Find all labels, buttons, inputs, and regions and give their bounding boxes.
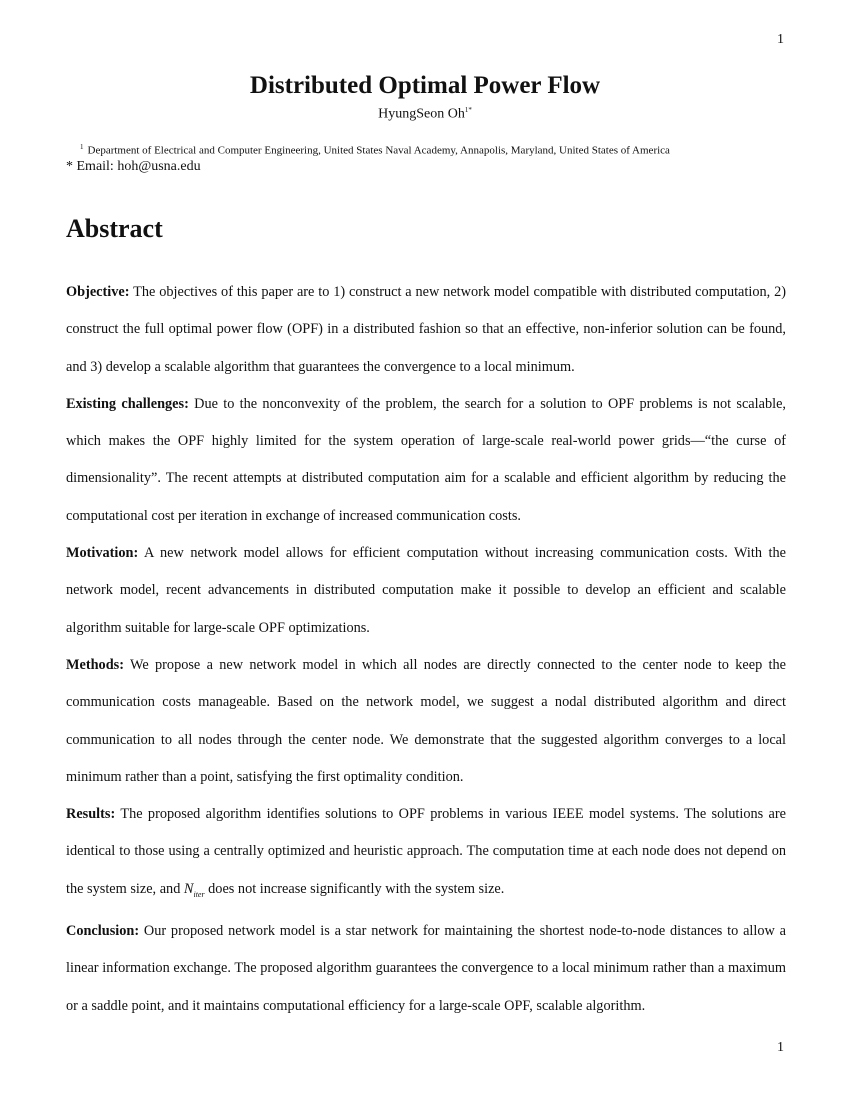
section-text: Due to the nonconvexity of the problem, the search for a solution to OPF problems is not scalable, which makes the OPF highly limited for the system operation of large-scale real-world power grids—“the curse of dimensionality”. The recent attempts at distributed computation aim for a scalable and efficient algorithm by reducing the computational cost per iteration in exchange of increased communication costs. — [66, 395, 786, 524]
section-text: We propose a new network model in which all nodes are directly connected to the center node to keep the communication costs manageable. Based on the network model, we suggest a nodal distributed algorithm and direct communication to all nodes through the center node. We demonstrate that the suggested algorithm converges to a local minimum rather than a point, satisfying the first optimality condition. — [66, 656, 786, 785]
affiliation-text: Department of Electrical and Computer Engineering, United States Naval Academy, Annapolis, Maryland, United States of America — [87, 144, 670, 157]
niter-symbol — [184, 881, 205, 897]
section-label: Methods: — [66, 656, 124, 673]
niter-base: N — [183, 880, 194, 897]
paper-title: Distributed Optimal Power Flow — [249, 72, 601, 99]
section-label: Motivation: — [66, 545, 139, 562]
abstract-methods — [66, 647, 786, 796]
author-mark: 1* — [464, 106, 472, 114]
email-line: * Email: hoh@usna.edu — [66, 159, 201, 174]
section-text: The objectives of this paper are to 1) construct a new network model compatible with distributed computation, 2) construct the full optimal power flow (OPF) in a distributed fashion so that an effective, non-inferior solution can be found, and 3) develop a scalable algorithm that guarantees the convergence to a local minimum. — [66, 284, 786, 375]
section-text: A new network model allows for efficient computation without increasing communication costs. With the network model, recent advancements in distributed computation make it possible to develop an efficient and scalable algorithm suitable for large-scale OPF optimizations. — [66, 545, 786, 636]
section-label: Objective: — [66, 284, 130, 300]
section-label: Existing challenges: — [66, 395, 189, 412]
abstract-heading: Abstract — [66, 214, 163, 243]
abstract-body — [66, 274, 786, 1025]
abstract-existing-challenges — [66, 386, 786, 535]
section-label: Conclusion: — [66, 922, 140, 939]
abstract-results — [66, 796, 786, 913]
page-number-bottom: 1 — [777, 1040, 784, 1055]
author-line — [0, 106, 850, 123]
affiliation — [80, 143, 670, 157]
page-number-top: 1 — [777, 32, 784, 47]
affiliation-mark: 1 — [80, 143, 84, 151]
abstract-conclusion — [66, 913, 786, 1025]
section-text: Our proposed network model is a star network for maintaining the shortest node-to-node distances to allow a linear information exchange. The proposed algorithm guarantees the convergence to a local minimum rather than a maximum or a saddle point, and it maintains computational efficiency for a large-scale OPF, scalable algorithm. — [66, 922, 786, 1014]
abstract-motivation — [66, 535, 786, 647]
section-text-after: does not increase significantly with the system size. — [204, 880, 505, 897]
author-name: HyungSeon Oh — [378, 106, 465, 122]
niter-subscript: iter — [193, 889, 205, 899]
abstract-objective — [66, 274, 786, 386]
section-label: Results: — [66, 806, 116, 823]
section-text: The proposed algorithm identifies solutions to OPF problems in various IEEE model systems. The solutions are identical to those using a centrally optimized and heuristic approach. The computation time at each node does not depend on the system size, and — [66, 806, 786, 897]
